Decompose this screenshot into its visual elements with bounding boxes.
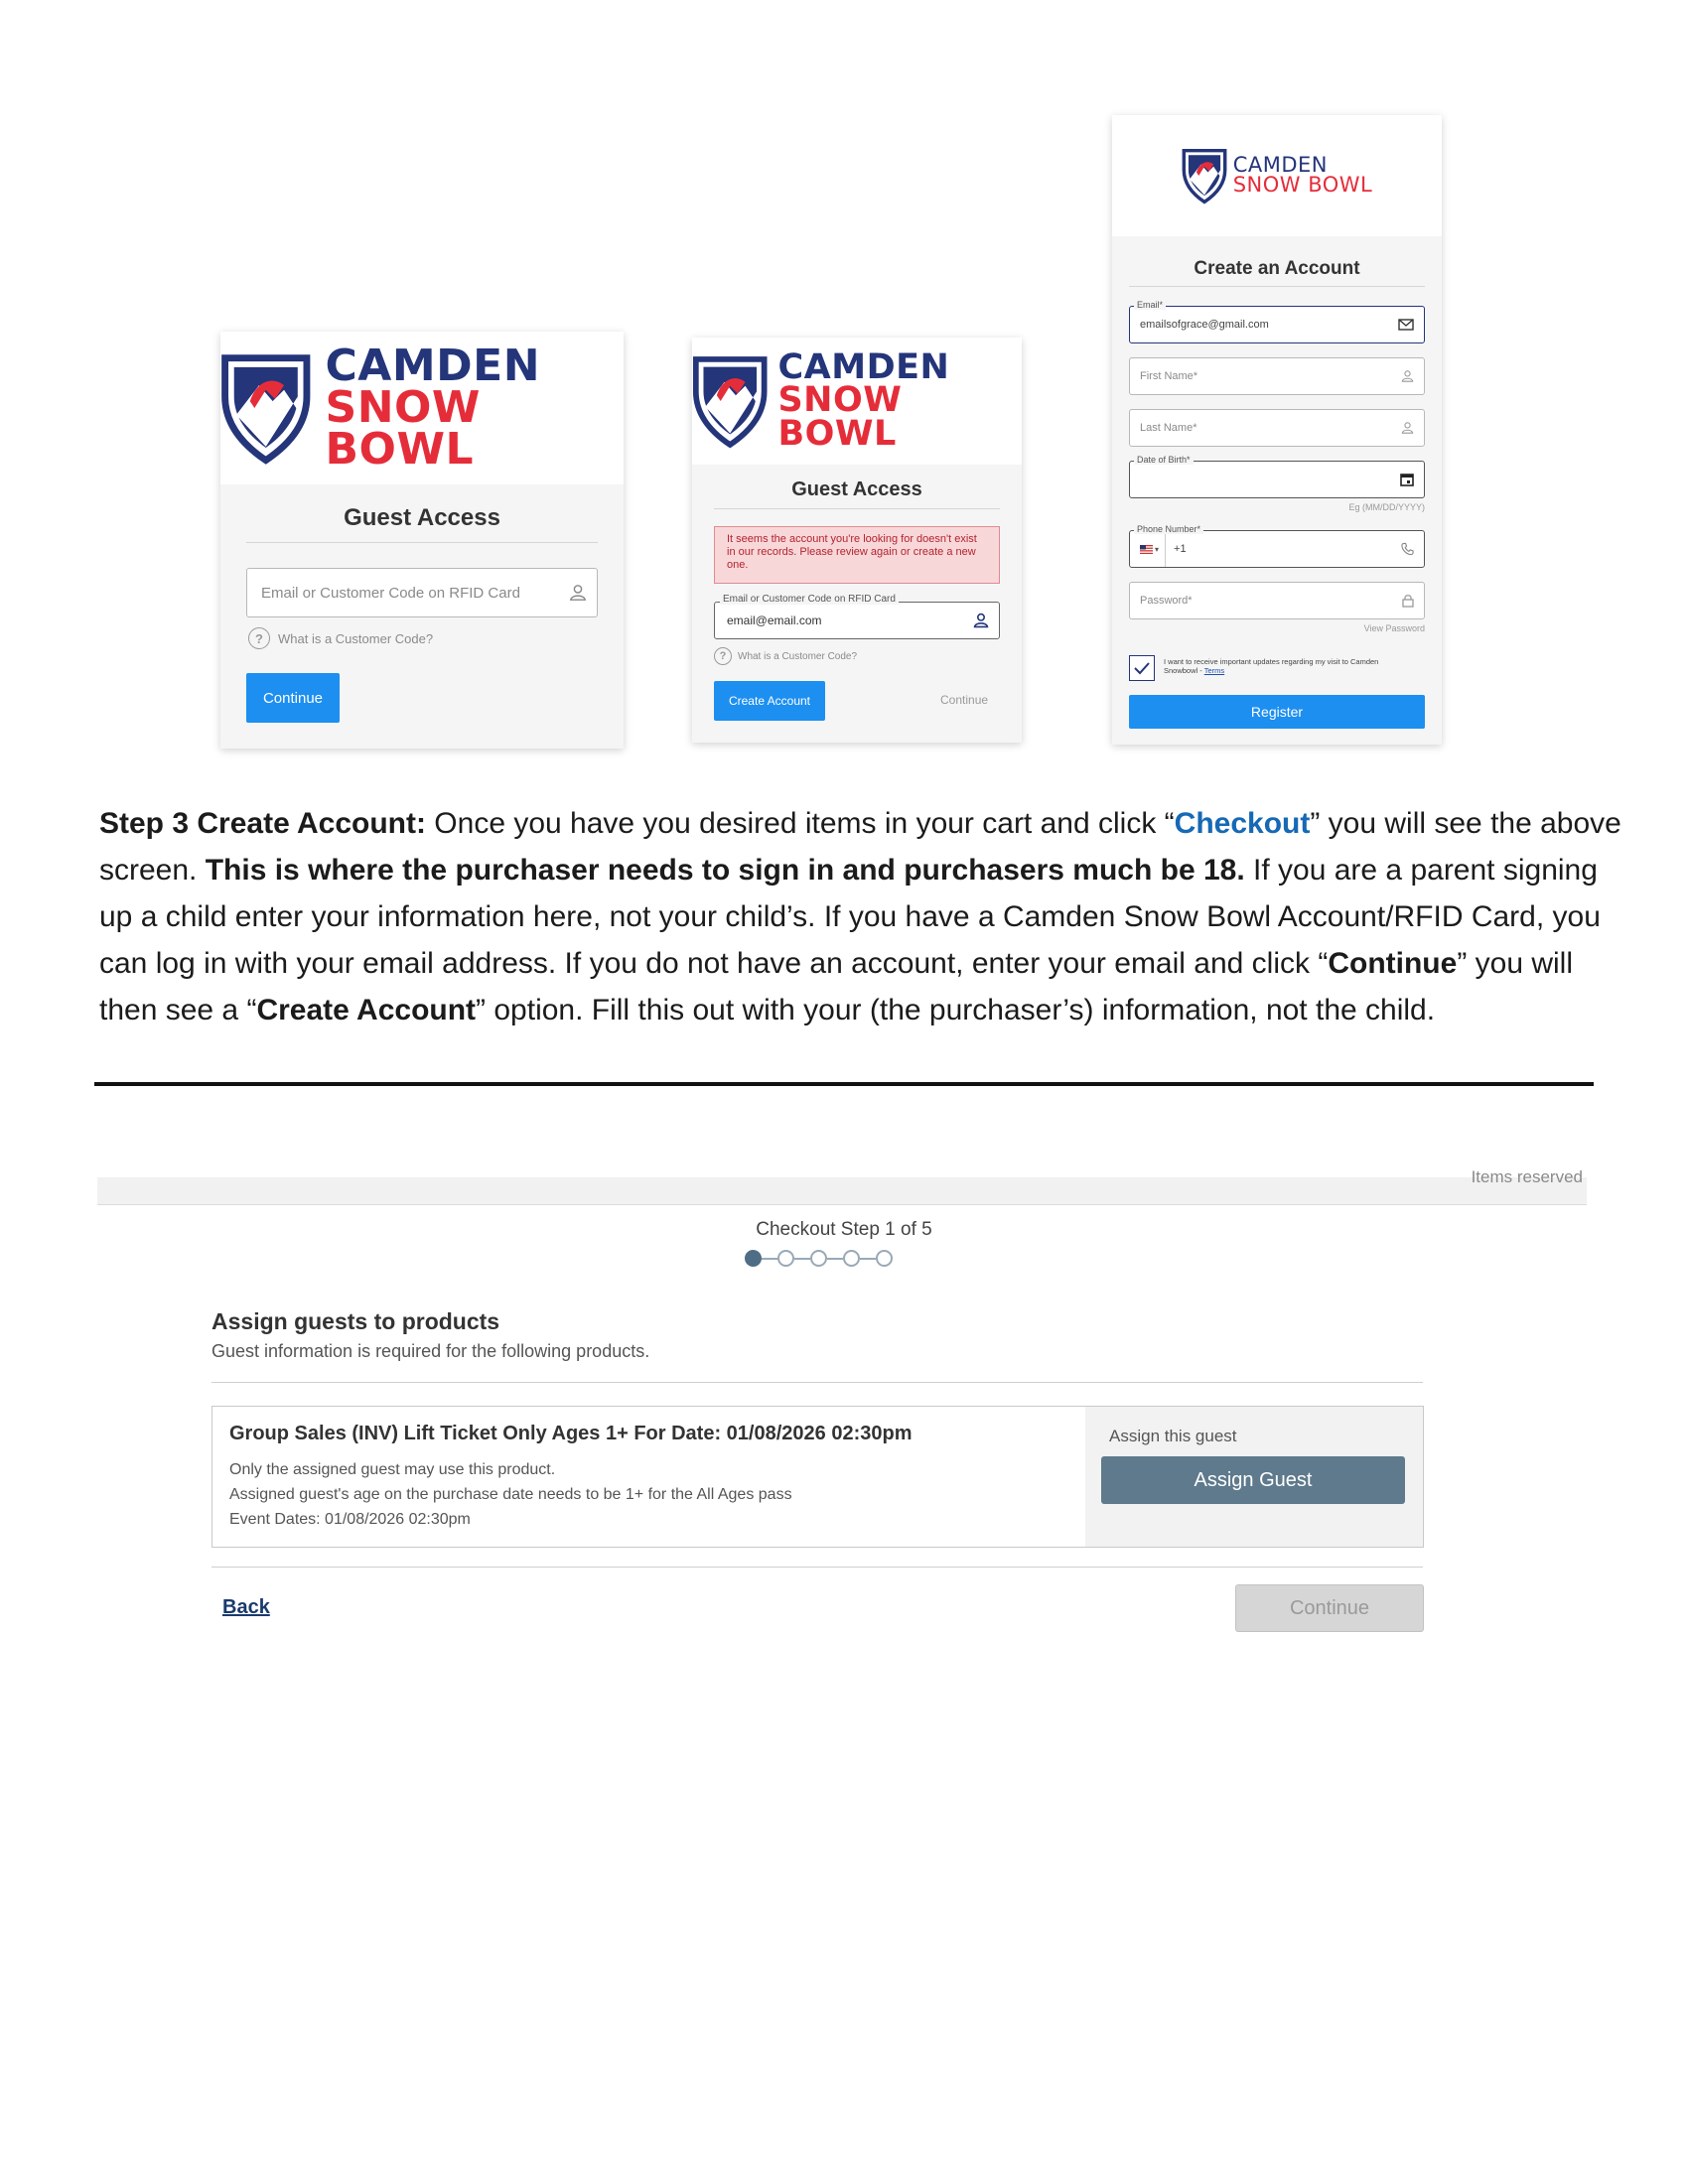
checkmark-icon: [1133, 661, 1151, 675]
continue-button[interactable]: Continue: [246, 673, 340, 723]
guest-access-panel-1: [220, 332, 624, 749]
checkout-top-bar: [97, 1167, 1587, 1205]
phone-number-field[interactable]: [1129, 530, 1425, 568]
shield-logo-icon: [692, 351, 768, 451]
user-icon: [1401, 370, 1414, 383]
email-label: Email*: [1134, 300, 1166, 310]
customer-code-help-link[interactable]: [248, 627, 433, 649]
step-progress-indicator: [745, 1250, 893, 1267]
guest-access-panel-2: [692, 338, 1022, 743]
register-button[interactable]: Register: [1129, 695, 1425, 729]
section-divider: [94, 1082, 1594, 1086]
instruction-text-1: Once you have you desired items in your cart and click “: [425, 807, 1175, 840]
last-name-field[interactable]: [1129, 409, 1425, 447]
password-field[interactable]: [1129, 582, 1425, 619]
step-connector: [762, 1258, 777, 1260]
product-title: Group Sales (INV) Lift Ticket Only Ages 1+ For Date: 01/08/2026 02:30pm: [229, 1423, 913, 1444]
product-note-2: Assigned guest's age on the purchase date needs to be 1+ for the All Ages pass: [229, 1486, 792, 1503]
view-password-link[interactable]: View Password: [1363, 623, 1425, 633]
logo-line-camden: CAMDEN: [325, 341, 541, 392]
password-placeholder: Password*: [1140, 595, 1193, 607]
title-divider: [714, 508, 1000, 509]
shield-logo-icon: [1182, 147, 1227, 205]
assign-guest-label: Assign this guest: [1109, 1427, 1237, 1445]
last-name-placeholder: Last Name*: [1140, 422, 1197, 434]
step-dot-3: [810, 1250, 827, 1267]
help-text: What is a Customer Code?: [738, 650, 858, 662]
mail-icon: [1398, 319, 1414, 331]
instruction-text-4: ” you will then see a “: [99, 947, 1574, 1026]
consent-checkbox[interactable]: [1129, 655, 1155, 681]
purchaser-age-note: This is where the purchaser needs to sign in and purchasers much be 18.: [205, 854, 1245, 887]
lock-icon: [1402, 594, 1414, 608]
product-details: [229, 1423, 912, 1532]
question-circle-icon: ?: [714, 647, 732, 665]
section-title: Assign guests to products: [211, 1308, 500, 1334]
camden-snow-bowl-logo: [692, 347, 1022, 454]
first-name-placeholder: First Name*: [1140, 370, 1198, 382]
panel-title: Guest Access: [344, 504, 500, 531]
input-label: Email or Customer Code on RFID Card: [720, 594, 899, 605]
first-name-field[interactable]: [1129, 357, 1425, 395]
section-top-divider: [211, 1382, 1423, 1383]
step-connector: [794, 1258, 810, 1260]
create-account-keyword: Create Account: [256, 994, 477, 1026]
event-dates: Event Dates: 01/08/2026 02:30pm: [229, 1511, 471, 1528]
logo-line-snow-bowl: SNOW BOWL: [777, 380, 903, 454]
email-field[interactable]: [1129, 306, 1425, 343]
country-flag-select[interactable]: [1134, 531, 1166, 567]
logo-header: [220, 332, 624, 484]
step-dot-2: [777, 1250, 794, 1267]
error-alert: [714, 526, 1000, 584]
panel-title: Create an Account: [1194, 258, 1360, 279]
step-dot-4: [843, 1250, 860, 1267]
phone-prefix: +1: [1174, 543, 1187, 555]
product-note-1: Only the assigned guest may use this product.: [229, 1461, 556, 1478]
back-link[interactable]: Back: [222, 1596, 270, 1618]
phone-number-label: Phone Number*: [1134, 524, 1203, 534]
checkout-keyword: Checkout: [1174, 807, 1311, 840]
input-placeholder: Email or Customer Code on RFID Card: [261, 584, 520, 602]
panel-title: Guest Access: [791, 478, 922, 500]
terms-link[interactable]: Terms: [1203, 666, 1225, 675]
title-divider: [1129, 286, 1425, 287]
user-icon: [1401, 422, 1414, 435]
instruction-text-2: ” you will see the above screen.: [99, 807, 1621, 887]
continue-keyword: Continue: [1328, 947, 1458, 980]
input-value: email@email.com: [727, 614, 822, 627]
step-dot-1: [745, 1250, 762, 1267]
error-message: It seems the account you're looking for doesn't exist in our records. Please review again or create a new one.: [727, 533, 977, 571]
help-text: What is a Customer Code?: [278, 630, 434, 646]
question-circle-icon: ?: [248, 627, 270, 649]
section-subtitle: Guest information is required for the following products.: [211, 1341, 650, 1361]
instruction-text-3: If you are a parent signing up a child enter your information here, not your child’s. If you have a Camden Snow Bowl Account/RFID Card, you can log in with your email address. If you do not have an account, enter your email and click “: [99, 854, 1601, 980]
assign-guest-button[interactable]: Assign Guest: [1101, 1456, 1405, 1504]
assign-guest-area: [1085, 1407, 1423, 1547]
date-of-birth-field[interactable]: [1129, 461, 1425, 498]
continue-button-disabled[interactable]: Continue: [1235, 1584, 1424, 1632]
instruction-text-5: ” option. Fill this out with your (the purchaser’s) information, not the child.: [476, 994, 1436, 1026]
product-card: [211, 1406, 1424, 1548]
email-value: emailsofgrace@gmail.com: [1140, 319, 1269, 331]
step-dot-5: [876, 1250, 893, 1267]
calendar-icon[interactable]: [1400, 473, 1414, 486]
chevron-down-icon: ▾: [1155, 544, 1160, 554]
section-bottom-divider: [211, 1567, 1423, 1568]
user-icon: [569, 584, 587, 602]
logo-line-snow-bowl: SNOW BOWL: [1232, 173, 1373, 197]
consent-text: [1164, 657, 1412, 675]
create-account-button[interactable]: Create Account: [714, 681, 825, 721]
shield-logo-icon: [220, 347, 312, 469]
logo-line-camden: CAMDEN: [777, 347, 950, 388]
checkout-step-label: Checkout Step 1 of 5: [756, 1219, 932, 1240]
logo-line-snow-bowl: SNOW BOWL: [325, 382, 481, 475]
camden-snow-bowl-logo: [220, 341, 624, 475]
consent-label: I want to receive important updates regarding my visit to Camden Snowbowl -: [1164, 657, 1379, 675]
logo-header: [1112, 115, 1442, 236]
email-or-code-input[interactable]: [714, 602, 1000, 639]
step-heading: Step 3 Create Account:: [99, 807, 426, 840]
continue-button[interactable]: Continue: [940, 693, 989, 707]
step-connector: [827, 1258, 843, 1260]
step-connector: [860, 1258, 876, 1260]
date-format-hint: Eg (MM/DD/YYYY): [1348, 502, 1425, 512]
items-reserved-text: Items reserved: [1471, 1167, 1583, 1186]
customer-code-help-link[interactable]: [714, 647, 857, 665]
email-or-code-input[interactable]: [246, 568, 598, 617]
logo-line-camden: CAMDEN: [1232, 153, 1329, 178]
us-flag-icon: [1140, 545, 1153, 554]
phone-icon: [1401, 543, 1414, 556]
step-3-instructions: [99, 800, 1628, 1033]
create-account-panel: [1112, 115, 1442, 745]
user-icon: [973, 613, 989, 628]
logo-header: [692, 338, 1022, 465]
title-divider: [246, 542, 598, 543]
date-of-birth-label: Date of Birth*: [1134, 455, 1194, 465]
camden-snow-bowl-logo: [1182, 147, 1373, 205]
